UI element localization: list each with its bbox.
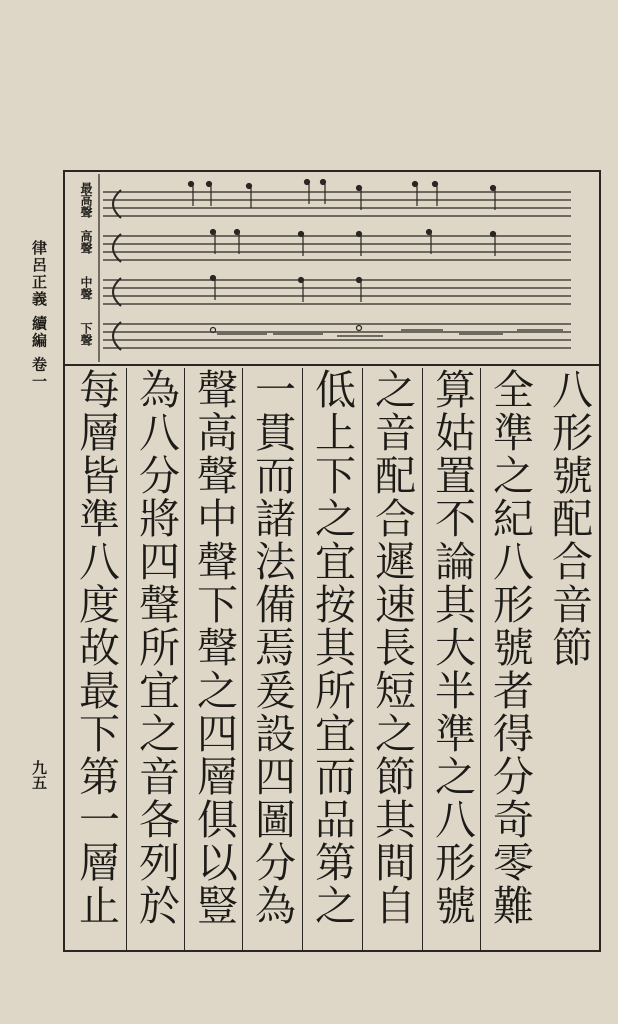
text-column-6: 聲高聲中聲下聲之四層俱以豎	[190, 368, 238, 927]
margin-book-title: 律呂正義 續編 卷一	[30, 240, 48, 391]
text-column-7: 為八分將四聲所宜之音各列於	[132, 368, 180, 927]
text-column-4: 低上下之宜按其所宜而品第之	[308, 368, 356, 927]
text-column-8: 每層皆準八度故最下第一層止	[72, 368, 120, 927]
staff-label-highest: 最高聲	[79, 182, 93, 218]
staff-label-high: 高聲	[79, 230, 93, 254]
text-column-1: 全準之紀八形號者得分奇零難	[486, 368, 534, 927]
text-column-3: 之音配合遲速長短之節其間自	[368, 368, 416, 927]
staff-lines	[63, 170, 601, 366]
text-column-2: 算姑置不論其大半準之八形號	[428, 368, 476, 927]
text-column-5: 一貫而諸法備焉爰設四圖分為	[248, 368, 296, 927]
page-number: 九五	[30, 760, 48, 790]
staff-label-middle: 中聲	[79, 276, 93, 300]
staff-diagram	[63, 170, 601, 366]
staff-label-low: 下聲	[79, 322, 93, 346]
section-heading: 八形號配合音節	[545, 368, 593, 669]
